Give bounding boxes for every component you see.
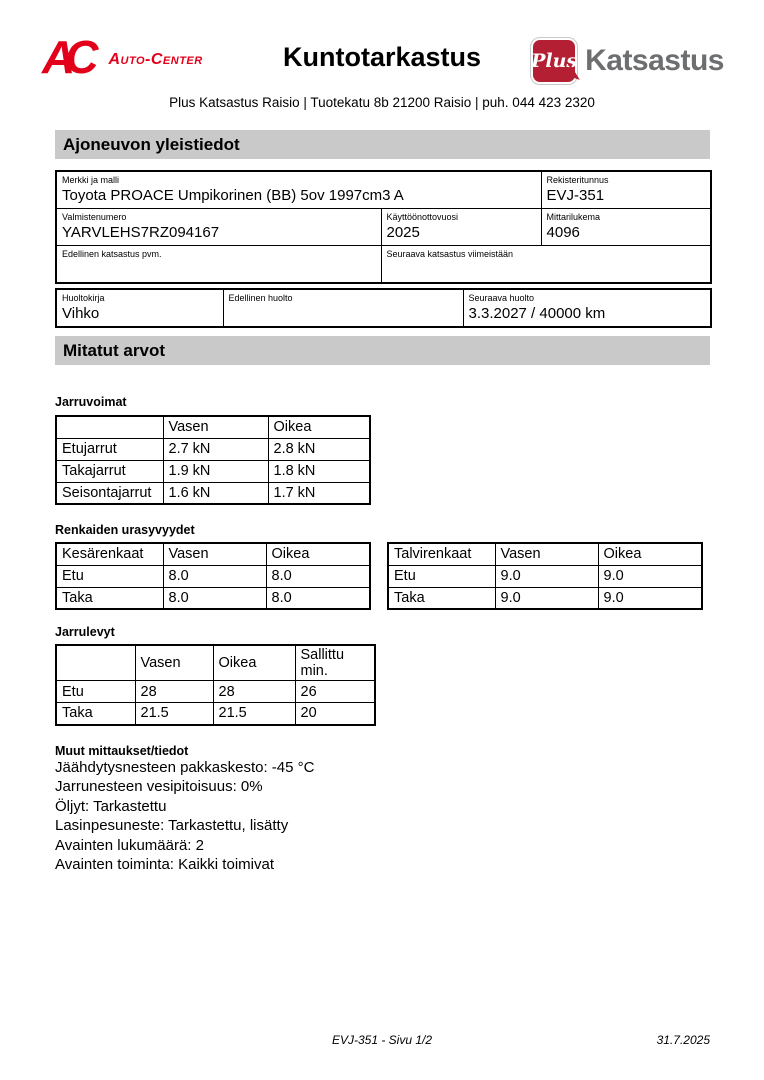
table-cell: 8.0 [266,587,370,609]
brake-discs-title: Jarrulevyt [55,625,115,639]
field-edellinen-katsastus [56,246,381,284]
field-label: Huoltokirja [62,293,105,303]
field-value: 3.3.2027 / 40000 km [468,305,606,322]
section-header-measured: Mitatut arvot [55,336,710,365]
vehicle-info-table [55,170,712,284]
table-row [56,681,375,703]
table-header-row [56,416,370,438]
field-label: Mittarilukema [546,212,601,222]
table-cell: Vasen [163,416,268,438]
auto-center-logo-text: Auto-Center [108,51,203,68]
info-line: Jarrunesteen vesipitoisuus: 0% [55,778,263,795]
table-header-row [388,543,702,565]
table-cell: 9.0 [495,565,598,587]
table-cell: 1.8 kN [268,460,370,482]
table-cell: Etu [56,681,135,703]
tyre-tables-row [55,542,710,610]
table-cell: Etu [388,565,495,587]
field-rekisteritunnus [541,171,711,209]
auto-center-logo-mark: AC [42,31,89,83]
info-line: Avainten lukumäärä: 2 [55,836,204,854]
service-info-table [55,288,712,328]
info-line: Jäähdytysnesteen pakkaskesto: -45 °C [55,758,315,776]
table-cell: 26 [295,681,375,703]
table-cell: 8.0 [266,565,370,587]
table-row [56,171,711,209]
field-edellinen-huolto [223,289,463,327]
table-cell: 2.8 kN [268,438,370,460]
table-cell: 28 [213,681,295,703]
field-huoltokirja [56,289,223,327]
table-row [56,209,711,246]
table-cell: Etujarrut [56,438,163,460]
field-value: YARVLEHS7RZ094167 [62,224,220,241]
table-row [56,587,370,609]
table-cell: 1.6 kN [163,482,268,504]
table-cell: Takajarrut [56,460,163,482]
table-cell: Oikea [598,543,702,565]
field-value: 2025 [386,224,420,241]
station-address-line: Plus Katsastus Raisio | Tuotekatu 8b 21200 Raisio | puh. 044 423 2320 [169,95,595,110]
field-value: 4096 [546,224,580,241]
field-value: Toyota PROACE Umpikorinen (BB) 5ov 1997cm3 A [62,187,404,204]
field-seuraava-huolto [463,289,711,327]
brake-forces-title: Jarruvoimat [55,395,127,409]
footer-page-number: EVJ-351 - Sivu 1/2 [331,1033,433,1047]
field-value: EVJ-351 [546,187,605,204]
table-cell: 8.0 [163,565,266,587]
page-title: Kuntotarkastus [282,42,482,72]
brake-discs-table [55,644,376,726]
table-cell: Taka [56,703,135,725]
field-label: Edellinen huolto [228,293,293,303]
field-label: Käyttöönottovuosi [386,212,459,222]
table-row [56,565,370,587]
info-line: Lasinpesuneste: Tarkastettu, lisätty [55,817,289,834]
table-cell: Vasen [495,543,598,565]
table-row [388,587,702,609]
table-header-row [56,645,375,681]
table-cell: Oikea [266,543,370,565]
plus-logo-badge [531,38,577,84]
table-cell: 1.7 kN [268,482,370,504]
field-label: Merkki ja malli [62,175,120,185]
table-cell: 9.0 [598,565,702,587]
field-value [62,260,376,279]
table-cell: 21.5 [213,703,295,725]
misc-info-title: Muut mittaukset/tiedot [55,743,189,758]
field-valmistenumero [56,209,381,246]
table-cell: 1.9 kN [163,460,268,482]
table-row [56,289,711,327]
plus-logo-wordmark: Katsastus [585,44,724,77]
table-cell: Taka [388,587,495,609]
table-row [56,482,370,504]
table-row [56,460,370,482]
table-cell: Oikea [213,645,295,681]
field-mittarilukema [541,209,711,246]
table-cell: 21.5 [135,703,213,725]
table-cell: Talvirenkaat [388,543,495,565]
table-cell: Oikea [268,416,370,438]
info-line: Öljyt: Tarkastettu [55,797,167,815]
info-line: Avainten toiminta: Kaikki toimivat [55,856,274,873]
content-column [55,130,710,875]
field-label: Seuraava huolto [468,293,535,303]
table-cell: Seisontajarrut [56,482,163,504]
field-label: Valmistenumero [62,212,127,222]
table-cell: 20 [295,703,375,725]
table-cell: 2.7 kN [163,438,268,460]
footer-date: 31.7.2025 [656,1033,710,1047]
field-seuraava-katsastus [381,246,711,284]
plus-katsastus-logo [531,38,724,84]
field-label: Seuraava katsastus viimeistään [386,249,514,259]
table-row [388,565,702,587]
summer-tyres-table [55,542,371,610]
table-cell: Vasen [135,645,213,681]
tyre-depths-title: Renkaiden urasyvyydet [55,523,195,537]
field-value [229,304,458,323]
table-cell: Taka [56,587,163,609]
table-row [56,438,370,460]
section-header-general: Ajoneuvon yleistiedot [55,130,710,159]
field-kayttoonottovuosi [381,209,541,246]
table-cell [56,645,135,681]
table-cell: Etu [56,565,163,587]
plus-logo-tail [567,64,584,80]
table-cell: 8.0 [163,587,266,609]
table-cell: Kesärenkaat [56,543,163,565]
table-row [56,703,375,725]
table-cell: 9.0 [495,587,598,609]
misc-info-lines [55,758,710,875]
field-value: Vihko [62,305,100,322]
table-cell: 28 [135,681,213,703]
table-cell: 9.0 [598,587,702,609]
field-value [387,260,706,279]
brake-forces-table [55,415,371,505]
table-cell: Sallittu min. [295,645,375,681]
winter-tyres-table [387,542,703,610]
plus-logo-badge-text: Plus [531,50,578,72]
table-header-row [56,543,370,565]
table-cell [56,416,163,438]
field-label: Edellinen katsastus pvm. [62,249,162,259]
table-row [56,246,711,284]
field-merkki-ja-malli [56,171,541,209]
field-label: Rekisteritunnus [546,175,609,185]
table-cell: Vasen [163,543,266,565]
